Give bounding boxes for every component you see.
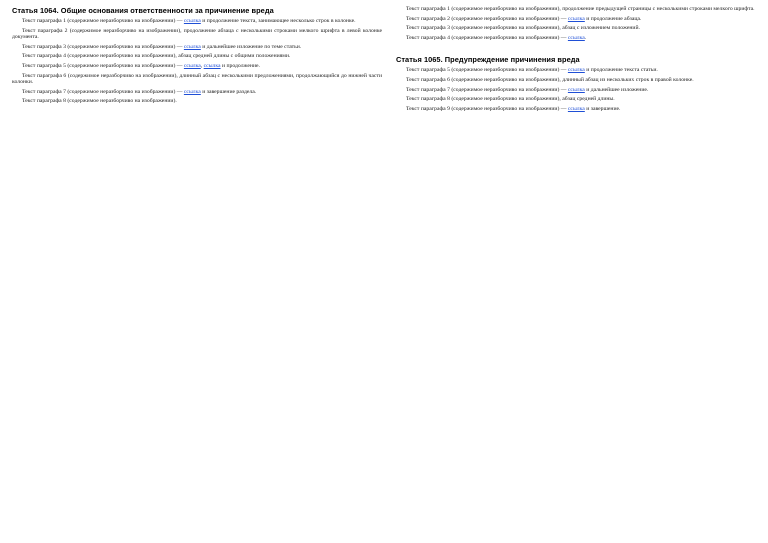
paragraph xyxy=(396,6,766,13)
reference-link[interactable]: ссылка xyxy=(567,34,585,41)
paragraph-text: Текст параграфа 5 (содержимое неразборчиво на изображении) — xyxy=(406,67,568,74)
reference-link[interactable]: ссылка xyxy=(183,43,201,50)
paragraph-text: , xyxy=(200,62,204,69)
right-column xyxy=(396,6,766,537)
reference-link[interactable]: ссылка xyxy=(567,105,585,112)
reference-link[interactable]: ссылка xyxy=(183,88,201,95)
reference-link[interactable]: ссылка xyxy=(203,62,221,69)
paragraph-text: и продолжение. xyxy=(220,62,260,69)
reference-link[interactable]: ссылка xyxy=(183,18,201,24)
paragraph-text: Текст параграфа 6 (содержимое неразборчиво на изображении), длинный абзац из нескольких строк в правой колонке. xyxy=(406,76,694,83)
paragraph xyxy=(396,96,766,103)
paragraph-text: и продолжение текста статьи. xyxy=(584,67,658,74)
document-page xyxy=(12,6,756,537)
paragraph xyxy=(396,25,766,32)
left-column xyxy=(12,6,382,537)
right-top-paragraphs xyxy=(396,6,766,41)
paragraph-text: Текст параграфа 1 (содержимое неразборчиво на изображении), продолжение предыдущей страницы с несколькими строками мелкого шрифта. xyxy=(406,6,755,12)
paragraph xyxy=(12,28,382,41)
paragraph xyxy=(12,98,382,105)
paragraph-text: Текст параграфа 7 (содержимое неразборчиво на изображении) — xyxy=(406,86,568,93)
paragraph xyxy=(12,44,382,51)
paragraph xyxy=(396,106,766,113)
paragraph-text: и дальнейшее изложение. xyxy=(584,86,649,93)
paragraph-text: Текст параграфа 8 (содержимое неразборчиво на изображении), абзац средней длины. xyxy=(406,96,615,103)
paragraph-text: и завершение раздела. xyxy=(200,88,257,95)
paragraph-text: Текст параграфа 9 (содержимое неразборчиво на изображении) — xyxy=(406,105,568,112)
paragraph xyxy=(396,67,766,74)
paragraph xyxy=(396,35,766,42)
right-bottom-paragraphs xyxy=(396,67,766,112)
paragraph xyxy=(12,63,382,70)
paragraph-text: и продолжение абзаца. xyxy=(584,15,642,22)
paragraph-text: Текст параграфа 7 (содержимое неразборчиво на изображении) — xyxy=(22,88,184,95)
left-paragraphs xyxy=(12,18,382,105)
paragraph xyxy=(12,89,382,96)
paragraph-text: и продолжение текста, занимающее несколько строк в колонке. xyxy=(200,18,356,24)
paragraph xyxy=(12,53,382,60)
paragraph xyxy=(12,73,382,86)
paragraph-text: Текст параграфа 3 (содержимое неразборчиво на изображении) — xyxy=(22,43,184,50)
reference-link[interactable]: ссылка xyxy=(567,86,585,93)
paragraph-text: . xyxy=(584,34,587,41)
paragraph-text: и завершение. xyxy=(584,105,621,112)
paragraph-text: Текст параграфа 8 (содержимое неразборчиво на изображении). xyxy=(22,98,177,105)
reference-link[interactable]: ссылка xyxy=(567,67,585,74)
paragraph-text: Текст параграфа 3 (содержимое неразборчиво на изображении), абзац с изложением положений. xyxy=(406,25,640,32)
reference-link[interactable]: ссылка xyxy=(567,15,585,22)
paragraph-text: Текст параграфа 5 (содержимое неразборчиво на изображении) — xyxy=(22,62,184,69)
paragraph xyxy=(396,77,766,84)
paragraph-text: Текст параграфа 1 (содержимое неразборчиво на изображении) — xyxy=(22,18,184,24)
paragraph-text: и дальнейшее изложение по теме статьи. xyxy=(200,43,302,50)
article-1064-heading: Статья 1064. Общие основания ответственности за причинение вреда xyxy=(12,6,274,15)
paragraph-text: Текст параграфа 2 (содержимое неразборчиво на изображении) — xyxy=(406,15,568,22)
paragraph-text: Текст параграфа 4 (содержимое неразборчиво на изображении), абзац средней длины с общими положениями. xyxy=(22,53,291,60)
paragraph-text: Текст параграфа 6 (содержимое неразборчиво на изображении), длинный абзац с несколькими предложениями, продолжающийся до нижней части колонки. xyxy=(12,72,382,86)
paragraph xyxy=(396,16,766,23)
paragraph-text: Текст параграфа 4 (содержимое неразборчиво на изображении) — xyxy=(406,34,568,41)
paragraph-text: Текст параграфа 2 (содержимое неразборчиво на изображении), продолжение абзаца с несколькими строками мелкого шрифта в левой колонке документа. xyxy=(12,27,382,41)
article-1065-heading: Статья 1065. Предупреждение причинения вреда xyxy=(396,55,580,65)
paragraph xyxy=(12,18,382,25)
reference-link[interactable]: ссылка xyxy=(183,62,201,69)
paragraph xyxy=(396,87,766,94)
